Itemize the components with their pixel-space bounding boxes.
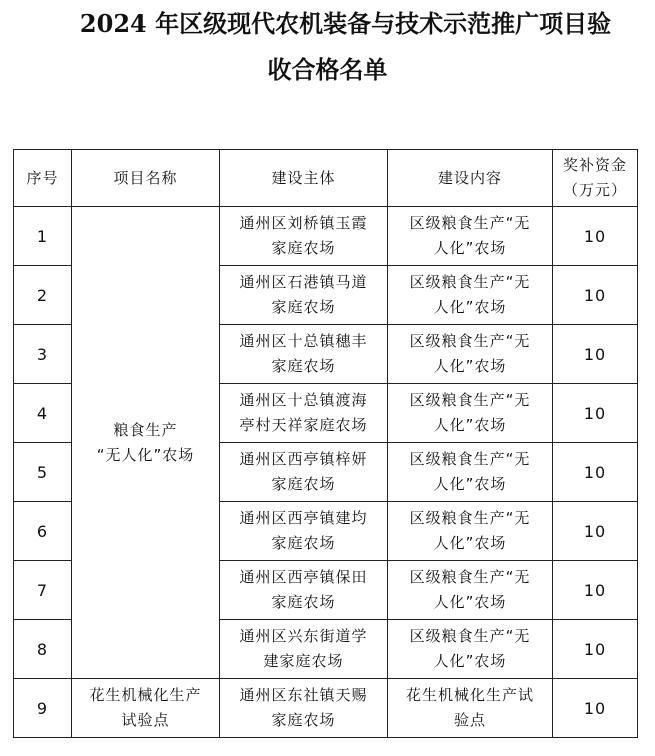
entity-cell bbox=[220, 679, 388, 738]
entity-line-1: 通州区十总镇渡海 bbox=[239, 391, 368, 409]
entity-line-1: 通州区东社镇天赐 bbox=[239, 686, 368, 704]
row-index: 7 bbox=[14, 561, 72, 620]
content-cell bbox=[388, 502, 553, 561]
header-funds bbox=[553, 150, 638, 207]
funds-cell: 10 bbox=[553, 384, 638, 443]
funds-cell: 10 bbox=[553, 266, 638, 325]
content-cell bbox=[388, 325, 553, 384]
entity-cell bbox=[220, 384, 388, 443]
entity-line-1: 通州区石港镇马道 bbox=[239, 273, 368, 291]
table-row bbox=[14, 207, 638, 266]
entity-line-2: 家庭农场 bbox=[271, 298, 336, 316]
project-name-line-1: 粮食生产 bbox=[113, 420, 178, 439]
project-name-line-2: “无人化”农场 bbox=[96, 445, 195, 464]
document-title-line-1: 2024 年区级现代农机装备与技术示范推广项目验 bbox=[79, 9, 612, 38]
entity-line-2: 亭村天祥家庭农场 bbox=[239, 416, 368, 434]
entity-cell bbox=[220, 620, 388, 679]
project-name-cell bbox=[72, 679, 220, 738]
entity-line-1: 通州区西亭镇建均 bbox=[239, 509, 368, 527]
row-index: 2 bbox=[14, 266, 72, 325]
content-line-1: 区级粮食生产“无 bbox=[409, 568, 531, 586]
entity-line-1: 通州区兴东街道学 bbox=[239, 627, 368, 645]
content-line-2: 人化”农场 bbox=[433, 593, 507, 611]
project-name-line-1: 花生机械化生产 bbox=[89, 686, 202, 704]
content-line-2: 人化”农场 bbox=[433, 416, 507, 434]
funds-cell: 10 bbox=[553, 443, 638, 502]
content-cell bbox=[388, 207, 553, 266]
table-row bbox=[14, 679, 638, 738]
content-line-2: 人化”农场 bbox=[433, 652, 507, 670]
entity-cell bbox=[220, 325, 388, 384]
row-index: 6 bbox=[14, 502, 72, 561]
header-project: 项目名称 bbox=[72, 150, 220, 207]
table-header-row bbox=[14, 150, 638, 207]
row-index: 5 bbox=[14, 443, 72, 502]
funds-cell: 10 bbox=[553, 502, 638, 561]
content-line-2: 人化”农场 bbox=[433, 298, 507, 316]
project-name-cell bbox=[72, 207, 220, 679]
header-entity: 建设主体 bbox=[220, 150, 388, 207]
content-line-1: 区级粮食生产“无 bbox=[409, 509, 531, 527]
entity-line-1: 通州区十总镇穗丰 bbox=[239, 332, 368, 350]
content-line-1: 花生机械化生产试 bbox=[405, 686, 534, 704]
content-line-1: 区级粮食生产“无 bbox=[409, 391, 531, 409]
header-funds-line-2: （万元） bbox=[562, 181, 627, 199]
content-cell bbox=[388, 384, 553, 443]
header-index: 序号 bbox=[14, 150, 72, 207]
content-cell bbox=[388, 620, 553, 679]
funds-cell: 10 bbox=[553, 207, 638, 266]
content-line-2: 验点 bbox=[453, 711, 486, 729]
content-line-1: 区级粮食生产“无 bbox=[409, 214, 531, 232]
content-cell bbox=[388, 443, 553, 502]
header-content: 建设内容 bbox=[388, 150, 553, 207]
content-line-2: 人化”农场 bbox=[433, 357, 507, 375]
row-index: 3 bbox=[14, 325, 72, 384]
entity-line-2: 家庭农场 bbox=[271, 593, 336, 611]
project-name-line-2: 试验点 bbox=[121, 711, 170, 729]
entity-line-1: 通州区西亭镇保田 bbox=[239, 568, 368, 586]
entity-cell bbox=[220, 207, 388, 266]
funds-cell: 10 bbox=[553, 561, 638, 620]
content-cell bbox=[388, 561, 553, 620]
content-line-1: 区级粮食生产“无 bbox=[409, 450, 531, 468]
entity-line-1: 通州区刘桥镇玉霞 bbox=[239, 214, 368, 232]
acceptance-list-table bbox=[13, 149, 638, 738]
content-line-2: 人化”农场 bbox=[433, 239, 507, 257]
content-line-2: 人化”农场 bbox=[433, 534, 507, 552]
content-line-1: 区级粮食生产“无 bbox=[409, 332, 531, 350]
content-cell bbox=[388, 266, 553, 325]
entity-line-2: 建家庭农场 bbox=[263, 652, 344, 670]
content-cell bbox=[388, 679, 553, 738]
funds-cell: 10 bbox=[553, 679, 638, 738]
row-index: 9 bbox=[14, 679, 72, 738]
row-index: 4 bbox=[14, 384, 72, 443]
document-title-line-2: 收合格名单 bbox=[267, 55, 388, 84]
row-index: 1 bbox=[14, 207, 72, 266]
entity-line-1: 通州区西亭镇梓妍 bbox=[239, 450, 368, 468]
content-line-2: 人化”农场 bbox=[433, 475, 507, 493]
entity-line-2: 家庭农场 bbox=[271, 239, 336, 257]
entity-cell bbox=[220, 502, 388, 561]
entity-cell bbox=[220, 266, 388, 325]
content-line-1: 区级粮食生产“无 bbox=[409, 627, 531, 645]
entity-cell bbox=[220, 443, 388, 502]
content-line-1: 区级粮食生产“无 bbox=[409, 273, 531, 291]
entity-cell bbox=[220, 561, 388, 620]
row-index: 8 bbox=[14, 620, 72, 679]
funds-cell: 10 bbox=[553, 620, 638, 679]
entity-line-2: 家庭农场 bbox=[271, 534, 336, 552]
header-funds-line-1: 奖补资金 bbox=[562, 156, 627, 174]
entity-line-2: 家庭农场 bbox=[271, 357, 336, 375]
entity-line-2: 家庭农场 bbox=[271, 711, 336, 729]
entity-line-2: 家庭农场 bbox=[271, 475, 336, 493]
funds-cell: 10 bbox=[553, 325, 638, 384]
